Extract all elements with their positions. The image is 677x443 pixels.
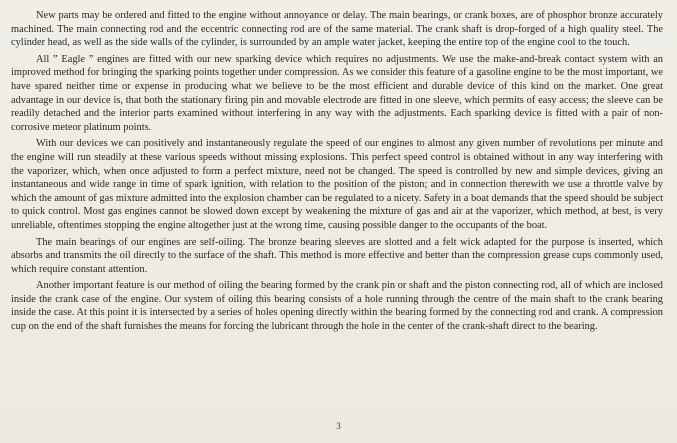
paragraph-speed-control: With our devices we can positively and instantaneously regulate the speed of our engines to almost any given number of revolutions per minute and the engine will run steadily at these various speeds without missing explosions. This perfect speed control is obtained without in any way interfering with the vaporizer, which, when once adjusted to form a perfect mixture, need not be changed. The speed is controlled by new and simple devices, giving an instantaneous and wide range in time of spark ignition, with relation to the position of the piston; and in connection therewith we use a throttle valve by which the amount of gas mixture admitted into the explosion chamber can be regulated to a nicety. Safety in a boat demands that the speed should be subject to quick control. Most gas engines cannot be slowed down except by weakening the mixture of gas and air at the vaporizer, which method, at best, is very unreliable, oftentimes stopping the engine altogether just at the wrong time, causing possible danger to the occupants of the boat. <box>11 138 663 231</box>
paragraph-parts-bearings: New parts may be ordered and fitted to the engine without annoyance or delay. The main bearings, or crank boxes, are of phosphor bronze accurately machined. The main connecting rod and the eccentric connecting rod are of the same material. The crank shaft is drop-forged of a high quality steel. The cylinder head, as well as the side walls of the cylinder, is surrounded by an ample water jacket, keeping the entire top of the engine cool to the touch. <box>11 10 663 49</box>
paragraph-self-oiling: The main bearings of our engines are self-oiling. The bronze bearing sleeves are slotted and a felt wick adapted for the purpose is inserted, which absorbs and transmits the oil directly to the surface of the shaft. This method is more effective and better than the compression grease cups commonly used, which require constant attention. <box>11 236 663 275</box>
paragraph-sparking-device: All ” Eagle ” engines are fitted with our new sparking device which requires no adjustments. We use the make-and-break contact system with an improved method for bringing the sparking points together under compression. As we consider this feature of a gasoline engine to be the most important, we have spared neither time or expense in producing what we believe to be the most efficient and durable device of this kind on the market. One great advantage in our device is, that both the stationary firing pin and movable electrode are fitted in one sleeve, which permits of easy access; the sleeve can be readily detached and the interior parts examined without interfering in any way with the adjustments. Each sparking device is fitted with a pair of non-corrosive meteor platinum points. <box>11 53 663 133</box>
paragraph-crank-oiling: Another important feature is our method of oiling the bearing formed by the crank pin or shaft and the piston connecting rod, all of which are inclosed inside the crank case of the engine. Our system of oiling this bearing consists of a hole running through the centre of the main shaft to the crank bearing inside the case. At this point it is intersected by a series of holes opening directly within the bearing formed by the connecting rod and crank. A compression cup on the end of the shaft furnishes the means for forcing the lubricant through the hole in the center of the crank-shaft direct to the bearing. <box>11 280 663 333</box>
page-number: 3 <box>336 421 341 431</box>
body-text <box>11 9 663 337</box>
